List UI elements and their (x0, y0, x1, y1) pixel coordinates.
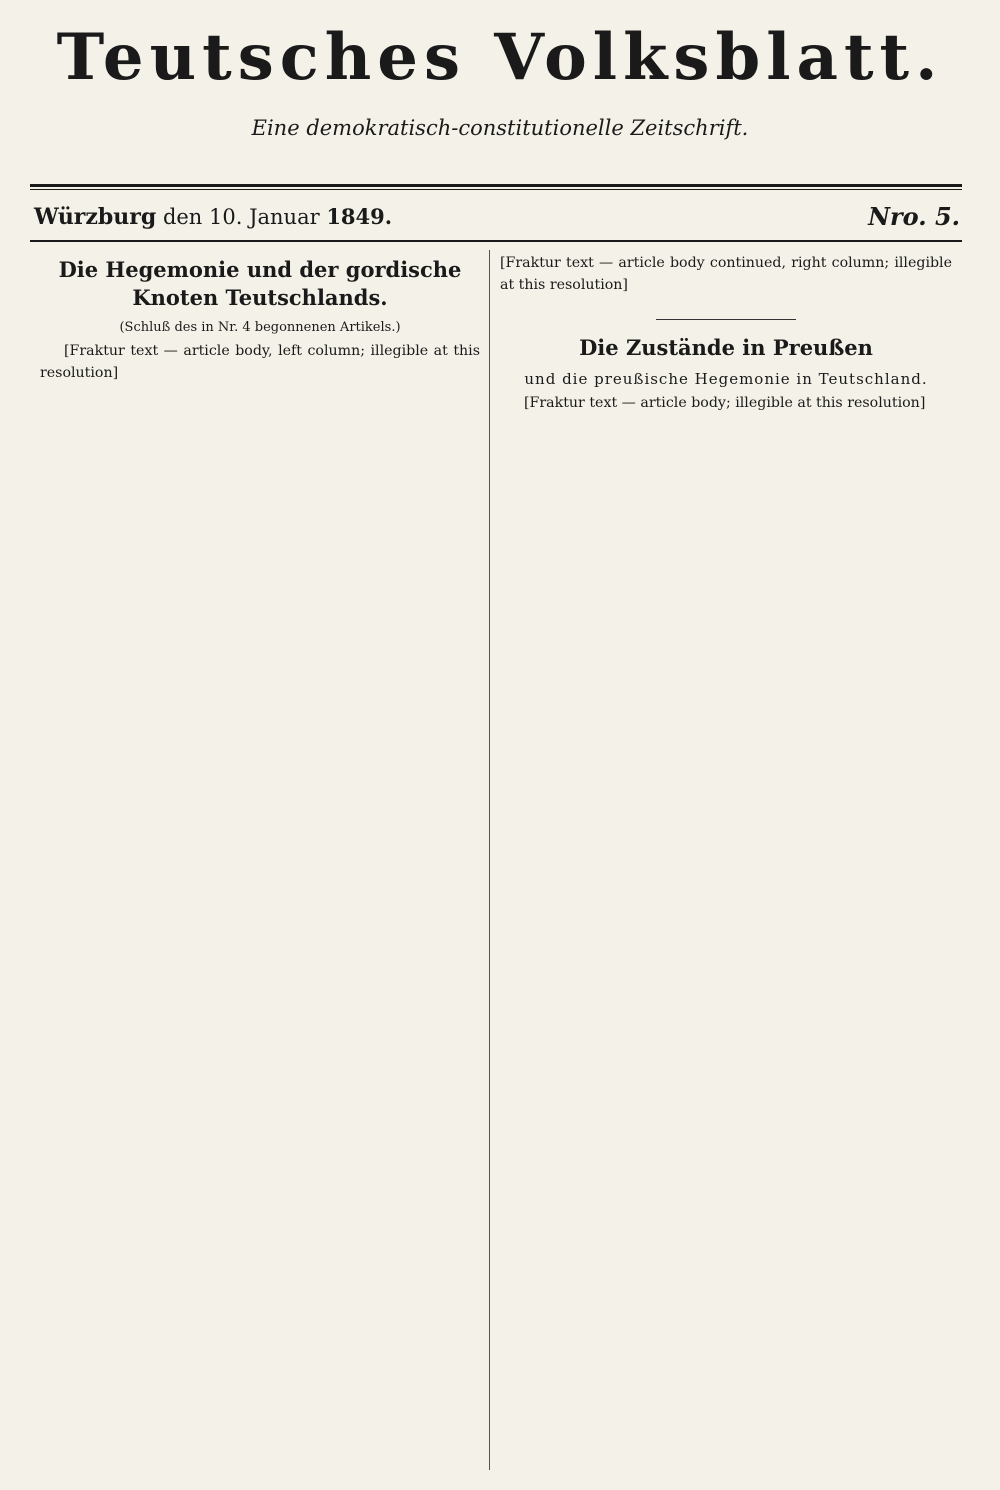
dateline-place: Würzburg (34, 204, 157, 230)
article-continuation-note: (Schluß des in Nr. 4 begonnenen Artikels.) (119, 320, 401, 335)
column-left (40, 252, 480, 385)
dateline-date (163, 205, 392, 229)
dateline (34, 200, 960, 234)
masthead-title: Teutsches Volksblatt. (56, 20, 944, 95)
masthead-subtitle: Eine demokratisch-constitutionelle Zeitschrift. (251, 116, 749, 140)
dateline-date-prefix: den 10. Januar (162, 205, 327, 229)
article-separator (656, 319, 796, 320)
issue-number: Nro. 5. (868, 202, 960, 231)
dateline-year: 1849. (326, 204, 393, 229)
article-body-second: [Fraktur text — article body; illegible at this resolution] (524, 394, 926, 411)
column-divider (489, 250, 490, 1470)
masthead-rule-top-thin (30, 189, 962, 190)
dateline-rule (30, 240, 962, 242)
article-subtitle-second: und die preußische Hegemonie in Teutschland. (524, 369, 928, 388)
article-body: [Fraktur text — article body, left column; illegible at this resolution] (40, 343, 480, 382)
article-body-continued: [Fraktur text — article body continued, right column; illegible at this resolution] (500, 255, 952, 294)
masthead (0, 18, 1000, 140)
masthead-rule-top (30, 184, 962, 187)
article-title: Die Hegemonie und der gordische Knoten Teutschlands. (58, 257, 462, 310)
column-right (500, 252, 952, 414)
article-title-second: Die Zustände in Preußen (579, 334, 873, 360)
